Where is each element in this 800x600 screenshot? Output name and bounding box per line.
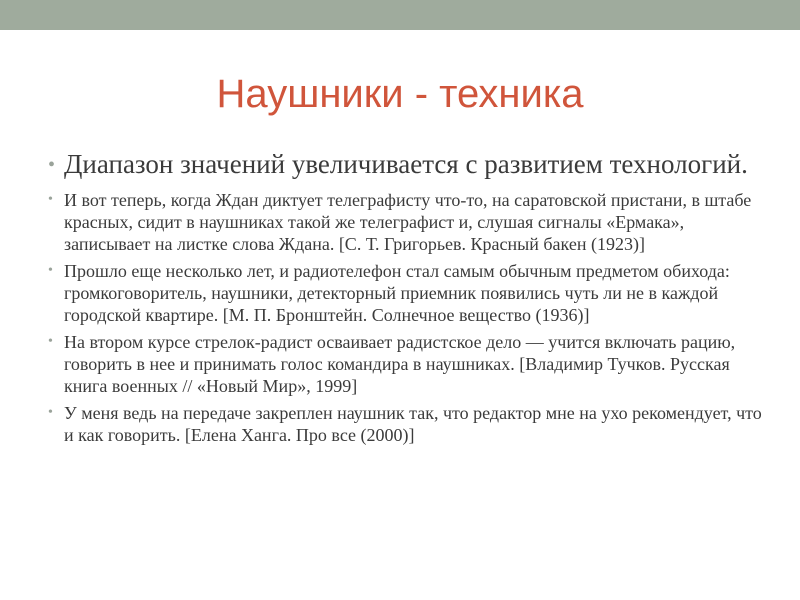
bullet-list [48,149,764,451]
bullet-item [48,189,764,255]
bullet-item [48,402,764,446]
bullet-item [48,149,764,179]
bullet-item [48,331,764,397]
bullet-text: У меня ведь на передаче закреплен наушник так, что редактор мне на ухо рекомендует, что и как говорить. [Елена Ханга. Про все (2000)] [64,403,762,445]
bullet-dot-icon: • [48,154,56,176]
bullet-dot-icon: • [48,192,53,207]
top-accent-bar [0,0,800,30]
slide-title: Наушники - техника [216,72,584,116]
bullet-dot-icon: • [48,334,53,349]
bullet-text: Диапазон значений увеличивается с развитием технологий. [64,149,748,179]
bullet-text: Прошло еще несколько лет, и радиотелефон стал самым обычным предметом обихода: громкоговоритель, наушники, детекторный приемник появились чуть ли не в каждой городской квартире. [М. П. Бронштейн. Солнечное вещество (1936)] [64,261,730,325]
bullet-text: На втором курсе стрелок-радист осваивает радистское дело — учится включать рацию, говорить в нее и принимать голос командира в наушниках. [Владимир Тучков. Русская книга военных // «Новый Мир», 1999] [64,332,736,396]
bullet-item [48,260,764,326]
bullet-dot-icon: • [48,405,53,420]
bullet-dot-icon: • [48,263,53,278]
bullet-text: И вот теперь, когда Ждан диктует телеграфисту что-то, на саратовской пристани, в штабе красных, сидит в наушниках такой же телеграфист и, слушая сигналы «Ермака», записывает на листке слова Ждана. [С. Т. Григорьев. Красный бакен (1923)] [64,190,752,254]
